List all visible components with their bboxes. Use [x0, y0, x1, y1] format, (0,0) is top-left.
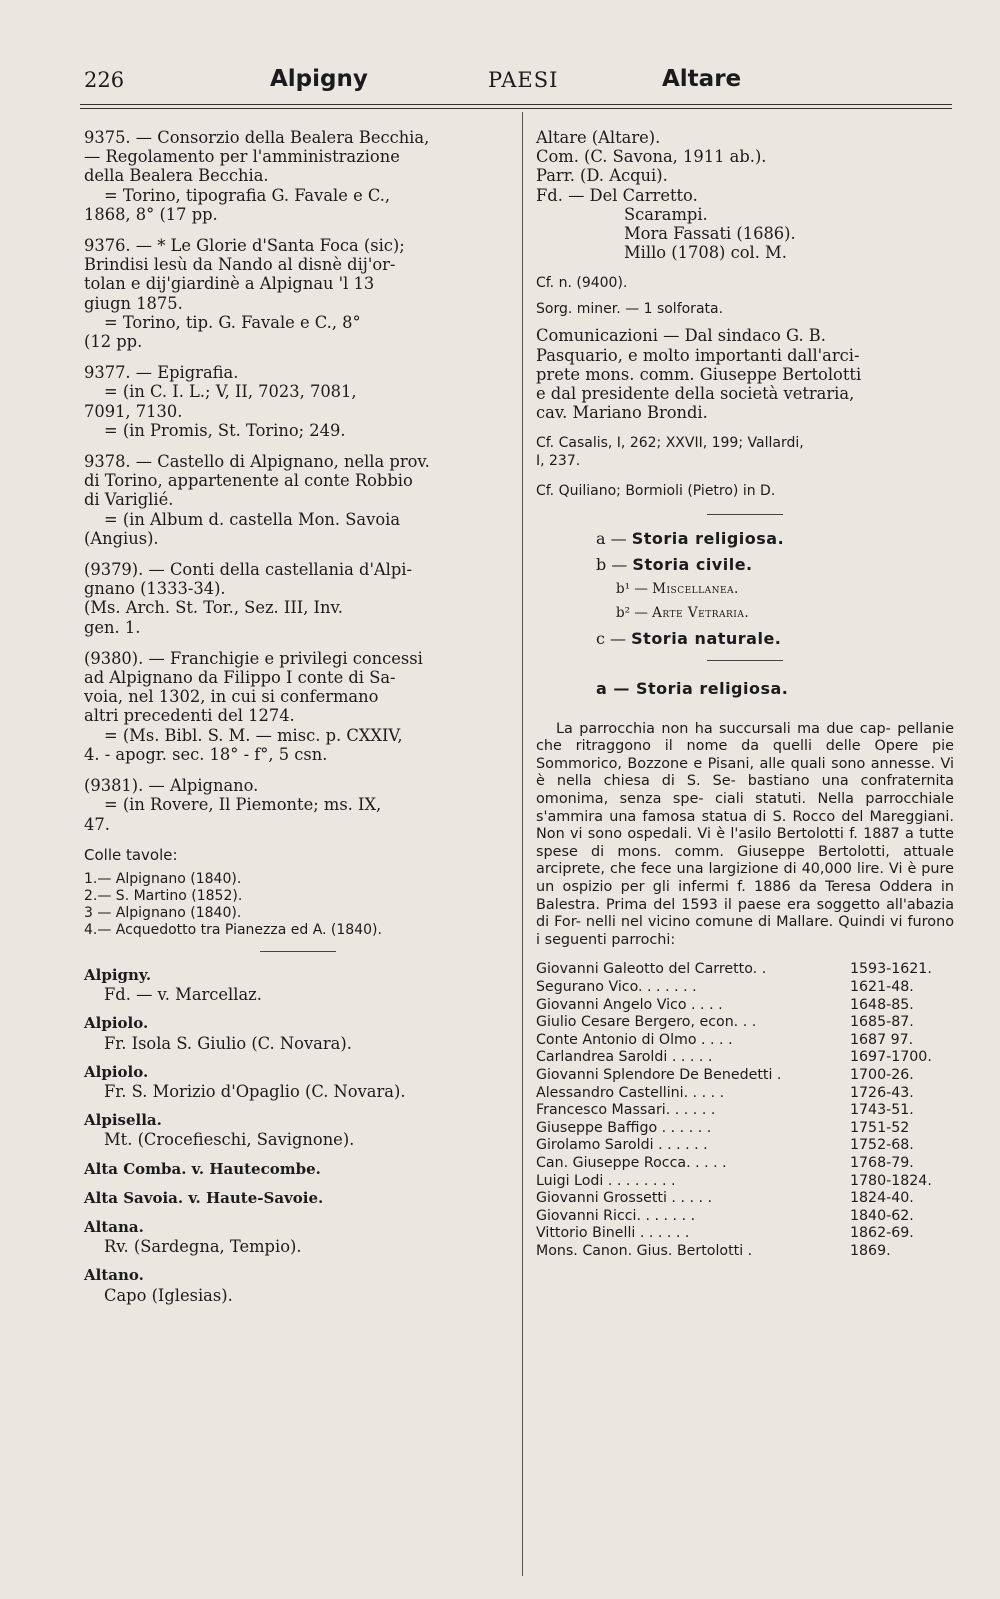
place-name: Alta Savoia. v. Haute-Savoie. — [84, 1188, 324, 1207]
section-title: Storia civile. — [632, 554, 753, 574]
entry-line: 1868, 8° (17 pp. — [84, 204, 218, 224]
entry-line: (12 pp. — [84, 332, 143, 352]
place-name: Alta Comba. v. Hautecombe. — [84, 1159, 321, 1178]
entry-line: = (in Rovere, Il Piemonte; ms. IX, — [104, 795, 382, 815]
parroco-row — [536, 979, 940, 997]
entry-line: = (in Promis, St. Torino; 249. — [104, 420, 346, 440]
entry-line: giugn 1875. — [84, 293, 183, 313]
paragraph-line: del 1593 il paese era soggetto all'abazia di For- — [536, 896, 955, 931]
entry-line: voia, nel 1302, in cui si confermano — [84, 687, 379, 707]
left-column — [84, 128, 511, 1315]
parroco-name: Carlandrea Saroldi . . . . . — [536, 1049, 713, 1066]
comunicazioni-line: e dal presidente della società vetraria, — [536, 384, 855, 404]
entry-line: 9378. — Castello di Alpignano, nella prov. — [84, 452, 430, 472]
parroco-row — [536, 1120, 940, 1138]
section-title: Storia religiosa. — [631, 529, 785, 549]
altare-line: Fd. — Del Carretto. — [536, 185, 698, 205]
running-head-center: PAESI — [488, 68, 559, 92]
section-letter: c — [596, 629, 605, 649]
parroco-name: Giovanni Galeotto del Carretto. . — [536, 961, 767, 978]
altare-line: Com. (C. Savona, 1911 ab.). — [536, 147, 767, 167]
section-letter: b² — [616, 605, 631, 622]
parroco-row — [536, 1243, 940, 1261]
parroco-row — [536, 1014, 940, 1032]
parroco-name: Can. Giuseppe Rocca. . . . . — [536, 1154, 727, 1171]
place-detail: Rv. (Sardegna, Tempio). — [104, 1237, 302, 1257]
paragraph-line: famosa statua di S. Rocco del Mareggiani. Non — [536, 808, 954, 843]
section-index-item: b¹ — Miscellanea. — [616, 580, 739, 597]
bib-entry — [84, 560, 511, 637]
entry-line: 4. - apogr. sec. 18° - f°, 5 csn. — [84, 744, 328, 764]
place-detail: Fr. Isola S. Giulio (C. Novara). — [104, 1033, 352, 1053]
parroco-name: Giulio Cesare Bergero, econ. . . — [536, 1014, 757, 1031]
place-name: Altana. — [84, 1217, 144, 1236]
place-name: Alpisella. — [84, 1111, 162, 1130]
entry-line: di Torino, appartenente al conte Robbio — [84, 471, 413, 491]
tavola-item: 1.— Alpignano (1840). — [84, 870, 242, 887]
separator — [707, 660, 783, 661]
entry-line: 9375. — Consorzio della Bealera Becchia, — [84, 128, 430, 147]
running-head-left: Alpigny — [270, 66, 368, 92]
entry-line: ad Alpignano da Filippo I conte di Sa- — [84, 668, 396, 688]
parroco-name: Luigi Lodi . . . . . . . . — [536, 1172, 676, 1189]
cf-line: Cf. Casalis, I, 262; XXVII, 199; Vallardi, — [536, 435, 804, 452]
comunicazioni-line: cav. Mariano Brondi. — [536, 403, 708, 423]
parroco-row — [536, 997, 940, 1015]
paragraph-line: pellanie che ritraggono il nome da quelli delle — [536, 720, 955, 755]
parroco-name: Giovanni Ricci. . . . . . . — [536, 1207, 696, 1224]
entry-line: (Ms. Arch. St. Tor., Sez. III, Inv. — [84, 598, 343, 618]
tavola-item: 2.— S. Martino (1852). — [84, 887, 243, 904]
parroco-row — [536, 1225, 940, 1243]
parroco-years: 1869. — [850, 1242, 891, 1259]
paragraph-line: La parrocchia non ha succursali ma due cap- — [556, 720, 891, 737]
comunicazioni-line: Comunicazioni — Dal sindaco G. B. — [536, 326, 826, 346]
parroco-years: 1648-85. — [850, 996, 914, 1013]
entry-line: (9379). — Conti della castellania d'Alpi- — [84, 560, 413, 580]
parroco-years: 1751-52 — [850, 1119, 910, 1136]
parroco-years: 1697-1700. — [850, 1049, 932, 1066]
place-entry — [84, 1266, 511, 1304]
entry-line: (Angius). — [84, 528, 159, 548]
paragraph-line: vi sono ospedali. Vi è l'asilo Bertolotti f. 1887 — [570, 826, 900, 843]
bib-entry — [84, 363, 511, 440]
parroco-years: 1824-40. — [850, 1190, 914, 1207]
header-rule-bottom — [80, 108, 952, 109]
paragraph-line: bastiano una confraternita omonima, senza spe- — [536, 773, 954, 808]
section-index — [536, 529, 954, 648]
parroco-years: 1687 97. — [850, 1031, 914, 1048]
entry-line: altri precedenti del 1274. — [84, 706, 295, 726]
altare-entry — [536, 128, 954, 262]
bib-entry — [84, 776, 511, 834]
section-title: Miscellanea. — [652, 580, 739, 597]
parroco-row — [536, 1208, 940, 1226]
altare-line: Parr. (D. Acqui). — [536, 166, 668, 186]
header-rule-top — [80, 104, 952, 105]
paragraph-line: f. 1886 da Teresa Oddera in Balestra. Prima — [536, 879, 954, 913]
place-detail: Capo (Iglesias). — [104, 1285, 233, 1305]
parroco-name: Mons. Canon. Gius. Bertolotti . — [536, 1242, 753, 1259]
bib-entry — [84, 649, 511, 764]
section-title: Arte Vetraria. — [652, 605, 750, 622]
running-head-right: Altare — [662, 66, 742, 92]
entry-line: — Regolamento per l'amministrazione — [84, 147, 400, 167]
parroco-name: Giovanni Angelo Vico . . . . — [536, 996, 723, 1013]
sorg-miner: Sorg. miner. — 1 solforata. — [536, 301, 724, 318]
cf-casalis — [536, 434, 954, 470]
altare-line: Scarampi. — [624, 204, 708, 224]
parroco-row — [536, 1155, 940, 1173]
parroco-row — [536, 1085, 940, 1103]
tavole-block — [84, 846, 511, 939]
place-name: Alpigny. — [84, 965, 152, 984]
parroco-years: 1840-62. — [850, 1207, 914, 1224]
entry-line: Brindisi lesù da Nando al disnè dij'or- — [84, 255, 396, 275]
parroco-name: Alessandro Castellini. . . . . — [536, 1084, 725, 1101]
paragraph-line: 40,000 lire. Vi è pure un ospizio per gli infermi — [536, 861, 954, 895]
parroco-years: 1862-69. — [850, 1225, 914, 1242]
paragraph-text — [536, 721, 954, 950]
entry-line: 9376. — * Le Glorie d'Santa Foca (sic); — [84, 236, 405, 256]
parroco-row — [536, 1173, 940, 1191]
parroco-row — [536, 961, 940, 979]
altare-line: Mora Fassati (1686). — [624, 224, 796, 244]
parroco-row — [536, 1137, 940, 1155]
place-detail: Fd. — v. Marcellaz. — [104, 985, 262, 1005]
section-a-heading: a — Storia religiosa. — [596, 679, 789, 699]
place-entry — [84, 1218, 511, 1256]
parroco-years: 1593-1621. — [850, 961, 932, 978]
entry-line: = Torino, tip. G. Favale e C., 8° — [104, 312, 361, 332]
paragraph-line: Opere pie Sommorico, Bozzone e Pisani, alle — [536, 738, 954, 772]
parroco-years: 1700-26. — [850, 1066, 914, 1083]
entry-line: di Variglié. — [84, 490, 174, 510]
altare-line: Millo (1708) col. M. — [624, 243, 787, 263]
place-list — [84, 966, 511, 1305]
cf-line: I, 237. — [536, 453, 581, 470]
parroco-name: Giovanni Splendore De Benedetti . — [536, 1066, 782, 1083]
section-letter: b¹ — [616, 580, 631, 597]
tavole-heading: Colle tavole: — [84, 845, 178, 864]
separator — [707, 514, 783, 515]
entry-line: (9380). — Franchigie e privilegi concessi — [84, 648, 423, 668]
storia-religiosa-paragraph — [536, 721, 954, 950]
tavola-item: 3 — Alpignano (1840). — [84, 904, 242, 921]
place-entry — [84, 1111, 511, 1149]
entry-line: 47. — [84, 814, 110, 834]
paragraph-line: furono i seguenti parrochi: — [536, 914, 955, 948]
paragraph-line: a tutte spese di mons. comm. Giuseppe Bertolotti, — [536, 826, 955, 860]
cf-quiliano: Cf. Quiliano; Bormioli (Pietro) in D. — [536, 483, 776, 500]
tavola-item: 4.— Acquedotto tra Pianezza ed A. (1840). — [84, 921, 382, 938]
section-index-item: b — Storia civile. — [596, 554, 753, 574]
entry-line: gen. 1. — [84, 617, 141, 637]
comunicazioni-line: prete mons. comm. Giuseppe Bertolotti — [536, 364, 862, 384]
entry-line: = (Ms. Bibl. S. M. — misc. p. CXXIV, — [104, 725, 403, 745]
entry-line: tolan e dij'giardinè a Alpignau 'l 13 — [84, 274, 375, 294]
entry-line: = (in Album d. castella Mon. Savoia — [104, 509, 401, 529]
place-name: Altano. — [84, 1266, 144, 1285]
place-name: Alpiolo. — [84, 1014, 149, 1033]
parroco-name: Girolamo Saroldi . . . . . . — [536, 1137, 708, 1154]
cf-n: Cf. n. (9400). — [536, 275, 628, 292]
parroco-years: 1621-48. — [850, 978, 914, 995]
paragraph-line: quali sono annesse. Vi è nella chiesa di S. Se- — [536, 755, 955, 790]
parroco-row — [536, 1049, 940, 1067]
entry-line: (9381). — Alpignano. — [84, 776, 259, 796]
bib-entry — [84, 128, 511, 224]
section-letter: a — [596, 529, 606, 549]
right-column — [536, 128, 954, 1260]
bib-entry — [84, 452, 511, 548]
parroco-years: 1726-43. — [850, 1084, 914, 1101]
entry-line: gnano (1333-34). — [84, 579, 226, 599]
parroco-name: Giovanni Grossetti . . . . . — [536, 1190, 713, 1207]
page-number: 226 — [84, 68, 125, 92]
entry-line: della Bealera Becchia. — [84, 166, 269, 186]
parroco-row — [536, 1032, 940, 1050]
place-entry — [84, 1160, 511, 1179]
paragraph-line: attuale arciprete, che fece una largizione di — [536, 843, 954, 878]
section-index-item: b² — Arte Vetraria. — [616, 605, 750, 622]
parroco-years: 1780-1824. — [850, 1172, 932, 1189]
place-entry — [84, 966, 511, 1004]
entry-line: = (in C. I. L.; V, II, 7023, 7081, — [104, 382, 357, 402]
parroco-name: Conte Antonio di Olmo . . . . — [536, 1031, 733, 1048]
page-header — [80, 62, 952, 102]
comunicazioni-line: Pasquario, e molto importanti dall'arci- — [536, 345, 860, 365]
parroco-years: 1685-87. — [850, 1014, 914, 1031]
parroco-name: Segurano Vico. . . . . . . — [536, 978, 697, 995]
section-index-item: c — Storia naturale. — [596, 629, 782, 649]
parroco-row — [536, 1067, 940, 1085]
section-letter: b — [596, 554, 607, 574]
parroco-row — [536, 1190, 940, 1208]
parroco-years: 1768-79. — [850, 1154, 914, 1171]
place-detail: Fr. S. Morizio d'Opaglio (C. Novara). — [104, 1081, 406, 1101]
parroco-name: Vittorio Binelli . . . . . . — [536, 1225, 690, 1242]
altare-line: Altare (Altare). — [536, 128, 661, 147]
column-divider — [522, 112, 523, 1576]
place-entry — [84, 1014, 511, 1052]
section-title: Storia naturale. — [631, 629, 782, 649]
place-name: Alpiolo. — [84, 1062, 149, 1081]
parroci-table — [536, 961, 940, 1260]
paragraph-line: nelli nel vicino comune di Mallare. Quindi vi — [585, 914, 903, 931]
bib-entry — [84, 236, 511, 351]
parroco-row — [536, 1102, 940, 1120]
paragraph-line: ciali statuti. Nella parrocchiale s'ammira una — [536, 791, 955, 825]
entry-line: 9377. — Epigrafia. — [84, 363, 239, 383]
place-detail: Mt. (Crocefieschi, Savignone). — [104, 1130, 355, 1150]
section-index-item: a — Storia religiosa. — [596, 529, 785, 549]
entry-line: = Torino, tipografia G. Favale e C., — [104, 185, 391, 205]
parroco-years: 1752-68. — [850, 1137, 914, 1154]
place-entry — [84, 1189, 511, 1208]
entry-line: 7091, 7130. — [84, 401, 183, 421]
comunicazioni — [536, 326, 954, 422]
tavole-list — [84, 871, 511, 939]
place-entry — [84, 1063, 511, 1101]
bibliography-entries — [84, 128, 511, 834]
separator — [260, 951, 336, 952]
parroco-years: 1743-51. — [850, 1102, 914, 1119]
parroco-name: Giuseppe Baffigo . . . . . . — [536, 1119, 712, 1136]
parroco-name: Francesco Massari. . . . . . — [536, 1102, 716, 1119]
